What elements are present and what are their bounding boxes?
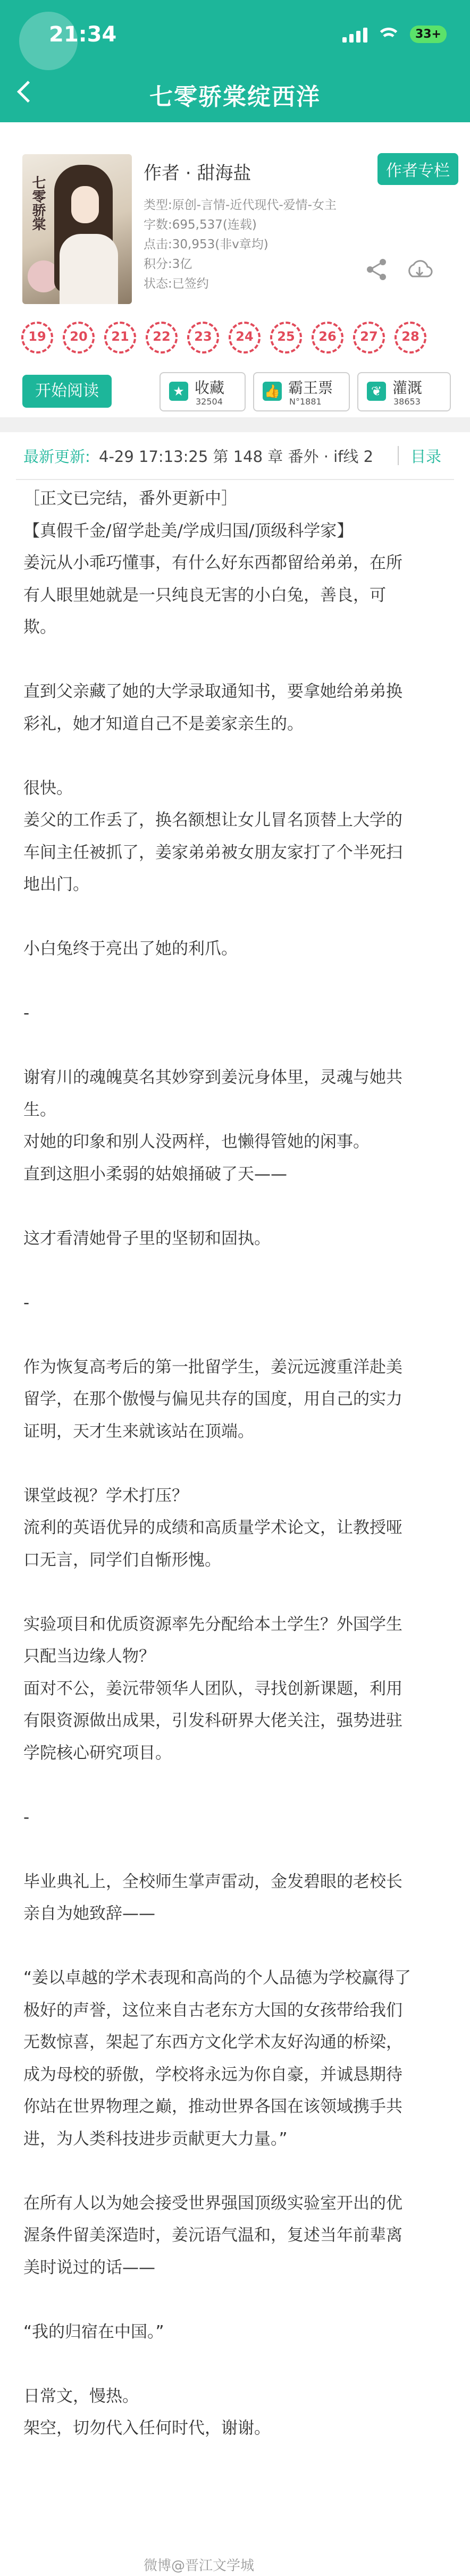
water-count: 38653 (393, 397, 421, 407)
fan-badge[interactable]: 21 (104, 322, 136, 353)
app-header (0, 0, 470, 122)
meta-clicks: 点击:30,953(非v章均) (144, 238, 268, 251)
intro-line: 美时说过的话—— (23, 2258, 155, 2277)
fan-badge[interactable]: 25 (270, 322, 302, 353)
intro-line: 直到父亲藏了她的大学录取通知书，要拿她给弟弟换 (23, 682, 402, 701)
intro-line: 学院核心研究项目。 (23, 1743, 172, 1763)
intro-line: 日常文，慢热。 (23, 2386, 139, 2406)
intro-line: 地出门。 (23, 875, 89, 894)
fan-badges-row (21, 322, 451, 359)
author-column-button[interactable]: 作者专栏 (377, 153, 458, 185)
vote-button[interactable] (253, 372, 350, 411)
thumbs-up-icon: 👍 (263, 382, 282, 401)
catalog-button[interactable]: 目录 (410, 448, 442, 466)
fan-badge[interactable]: 26 (312, 322, 343, 353)
collect-label: 收藏 (195, 379, 225, 397)
intro-line: 毕业典礼上，全校师生掌声雷动，金发碧眼的老校长 (23, 1872, 402, 1891)
fan-badge[interactable]: 28 (395, 322, 426, 353)
update-chapter[interactable]: 4-29 17:13:25 第 148 章 番外 · if线 2 (99, 448, 374, 466)
update-rule (16, 479, 454, 480)
fan-badge[interactable]: 22 (146, 322, 178, 353)
intro-line: 进，为人类科技进步贡献更大力量。” (23, 2129, 288, 2149)
intro-line: 实验项目和优质资源率先分配给本土学生？外国学生 (23, 1614, 402, 1634)
fan-badge[interactable]: 24 (229, 322, 261, 353)
intro-line: - (23, 1807, 30, 1827)
intro-line: 欺。 (23, 618, 56, 637)
intro-line: “我的归宿在中国。” (23, 2322, 164, 2342)
latest-update-row[interactable] (0, 433, 470, 481)
status-icons (342, 26, 447, 43)
intro-line: 作为恢复高考后的第一批留学生，姜沅远渡重洋赴美 (23, 1357, 402, 1377)
intro-line: 极好的声誉，这位来自古老东方大国的女孩带给我们 (23, 2000, 402, 2020)
intro-line: 有人眼里她就是一只纯良无害的小白兔，善良，可 (23, 585, 386, 605)
intro-line: 留学，在那个傲慢与偏见共存的国度，用自己的实力 (23, 1390, 402, 1409)
meta-genre: 类型:原创-言情-近代现代-爱情-女主 (144, 198, 337, 212)
share-icon[interactable] (365, 257, 389, 282)
intro-line: 【真假千金/留学赴美/学成归国/顶级科学家】 (23, 521, 354, 541)
intro-line: 面对不公，姜沅带领华人团队，寻找创新课题，利用 (23, 1679, 402, 1698)
status-time: 21:34 (49, 22, 117, 47)
intro-line: - (23, 1293, 30, 1312)
intro-line: 对她的印象和别人没两样，也懒得管她的闲事。 (23, 1132, 370, 1151)
book-cover[interactable] (22, 154, 132, 304)
intro-line: 课堂歧视？学术打压？ (23, 1486, 188, 1505)
fan-badge[interactable]: 23 (187, 322, 219, 353)
intro-line: 口无言，同学们自惭形愧。 (23, 1550, 221, 1570)
signal-icon (342, 27, 367, 43)
intro-line: “姜以卓越的学术表现和高尚的个人品德为学校赢得了 (23, 1968, 412, 1988)
intro-line: - (23, 1004, 30, 1023)
intro-line: 架空，切勿代入任何时代，谢谢。 (23, 2419, 271, 2438)
intro-line: ［正文已完结，番外更新中］ (23, 489, 238, 508)
collect-count: 32504 (196, 397, 223, 407)
catalog-separator (398, 446, 399, 465)
page-title: 七零骄棠绽西洋 (149, 83, 321, 111)
intro-line: 车间主任被抓了，姜家弟弟被女朋友家打了个半死扫 (23, 843, 402, 862)
intro-line: 有限资源做出成果，引发科研界大佬关注，强势进驻 (23, 1711, 402, 1730)
intro-line: 直到这胆小柔弱的姑娘捅破了天—— (23, 1164, 287, 1184)
fan-badge[interactable]: 27 (353, 322, 385, 353)
book-meta (144, 196, 337, 294)
intro-line: 彩礼，她才知道自己不是姜家亲生的。 (23, 714, 304, 734)
intro-line: 流利的英语优异的成绩和高质量学术论文，让教授哑 (23, 1518, 402, 1537)
vote-label: 霸王票 (288, 379, 333, 397)
water-label: 灌溉 (392, 379, 423, 397)
intro-line: 小白兔终于亮出了她的利爪。 (23, 939, 238, 958)
cover-title: 七零骄棠 (30, 175, 46, 231)
intro-line: 姜沅从小乖巧懂事，有什么好东西都留给弟弟，在所 (23, 553, 402, 573)
star-icon: ★ (169, 382, 188, 401)
intro-line: 这才看清她骨子里的坚韧和固执。 (23, 1228, 271, 1248)
water-button[interactable] (357, 372, 451, 411)
intro-line: 生。 (23, 1100, 56, 1119)
meta-score: 积分:3亿 (144, 257, 192, 271)
battery-badge: 33+ (410, 26, 447, 43)
intro-line: 只配当边缘人物？ (23, 1647, 155, 1666)
intro-line: 谢宥川的魂魄莫名其妙穿到姜沅身体里，灵魂与她共 (23, 1068, 402, 1087)
download-icon[interactable] (405, 255, 434, 284)
section-divider (0, 417, 470, 432)
book-info-card (0, 122, 470, 417)
fan-badge[interactable]: 19 (21, 322, 53, 353)
status-bar (0, 0, 470, 64)
start-reading-button[interactable]: 开始阅读 (22, 375, 112, 408)
intro-line: 在所有人以为她会接受世界强国顶级实验室开出的优 (23, 2193, 402, 2213)
vote-count: N°1881 (289, 397, 322, 407)
fan-badge[interactable]: 20 (63, 322, 95, 353)
intro-line: 证明，天才生来就该站在顶端。 (23, 1421, 254, 1441)
intro-line: 姜父的工作丢了，换名额想让女儿冒名顶替上大学的 (23, 811, 402, 830)
wifi-icon (378, 27, 399, 43)
intro-line: 你站在世界物理之巅，推动世界各国在该领域携手共 (23, 2097, 402, 2116)
intro-line: 成为母校的骄傲，学校将永远为你自豪，并诚恳期待 (23, 2065, 402, 2084)
intro-line: 渥条件留美深造时，姜沅语气温和，复述当年前辈离 (23, 2226, 402, 2245)
meta-status: 状态:已签约 (144, 277, 209, 291)
intro-line: 亲自为她致辞—— (23, 1904, 155, 1923)
water-drop-icon: ❦ (367, 382, 386, 401)
author-name[interactable]: 作者 · 甜海盐 (144, 163, 251, 184)
meta-word-count: 字数:695,537(连载) (144, 218, 257, 232)
intro-line: 很快。 (23, 778, 73, 798)
intro-line: 无数惊喜，架起了东西方文化学术友好沟通的桥梁， (23, 2033, 402, 2052)
watermark: 微博@晋江文学城 (144, 2558, 255, 2574)
collect-button[interactable] (160, 372, 246, 411)
update-label: 最新更新: (23, 448, 90, 466)
